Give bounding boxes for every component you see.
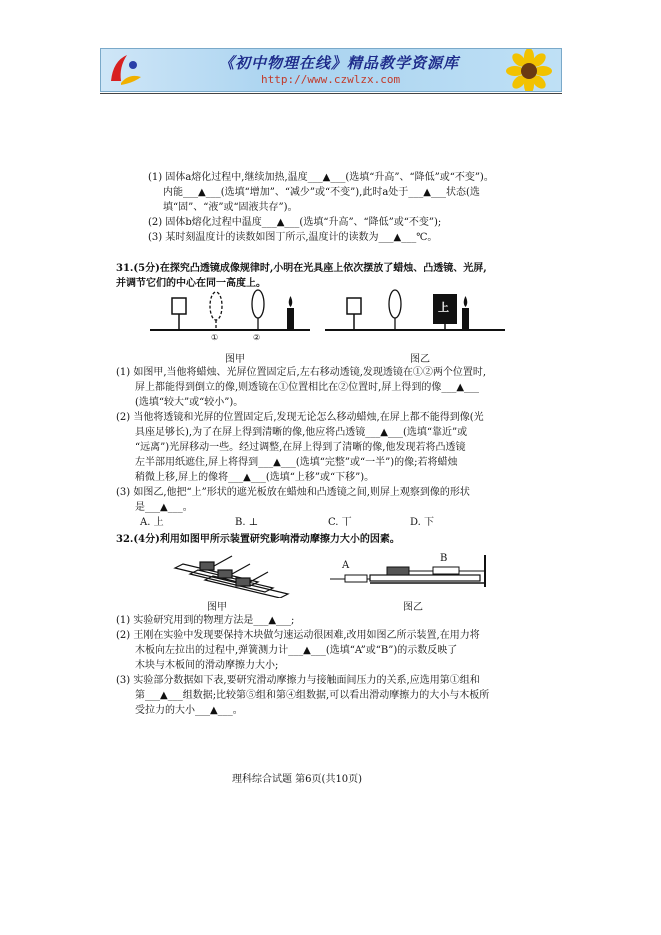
q31-part2-line1: (2) 当他将透镜和光屏的位置固定后,发现无论怎么移动蜡烛,在屏上都不能得到像(光 bbox=[116, 412, 484, 423]
q31-part1-line1: (1) 如图甲,当他将蜡烛、光屏位置固定后,左右移动透镜,发现透镜在①②两个位置时, bbox=[116, 367, 487, 378]
q30-line-2: 内能___▲___(选填“增加”、“减少”或“不变”),此时a处于___▲___状态(选 bbox=[163, 187, 480, 198]
site-logo-icon bbox=[105, 51, 145, 89]
q31-figure-yi-caption: 图乙 bbox=[410, 354, 430, 365]
q32-part3-line3: 受拉力的大小___▲___。 bbox=[135, 705, 243, 716]
q32-part2-line1: (2) 王刚在实验中发现要保持木块做匀速运动很困难,改用如图乙所示装置,在用力将 bbox=[116, 630, 480, 641]
option-a: A. 上 bbox=[140, 517, 164, 528]
sunflower-icon bbox=[497, 49, 557, 91]
q31-figure-jia bbox=[150, 286, 310, 346]
q30-line-3: 填“固”、“液”或“固液共存”)。 bbox=[163, 202, 298, 213]
q32-part2-line3: 木块与木板间的滑动摩擦力大小; bbox=[135, 660, 279, 671]
q31-part3-line1: (3) 如图乙,他把“上”形状的遮光板放在蜡烛和凸透镜之间,则屏上观察到像的形状 bbox=[116, 487, 470, 498]
q30-line-1: (1) 固体a熔化过程中,继续加热,温度___▲___(选填“升高”、“降低”或“不变”)。 bbox=[148, 172, 494, 183]
option-b: B. ⊥ bbox=[235, 517, 259, 528]
q31-stem-1: 31.(5分)在探究凸透镜成像规律时,小明在光具座上依次摆放了蜡烛、凸透镜、光屏, bbox=[116, 263, 487, 274]
q32-part1: (1) 实验研究用到的物理方法是___▲___; bbox=[116, 615, 295, 626]
shade-board-character: 上 bbox=[438, 301, 449, 314]
q32-figure-jia-caption: 图甲 bbox=[207, 602, 227, 613]
q30-line-5: (3) 某时刻温度计的读数如图丁所示,温度计的读数为___▲___℃。 bbox=[148, 232, 438, 243]
q30-line-4: (2) 固体b熔化过程中温度___▲___(选填“升高”、“降低”或“不变”); bbox=[148, 217, 442, 228]
q31-part1-line2: 屏上都能得到倒立的像,则透镜在①位置相比在②位置时,屏上得到的像___▲___ bbox=[135, 382, 480, 393]
header-banner bbox=[100, 48, 562, 92]
spring-scale-a-label: A bbox=[342, 560, 350, 571]
q32-stem: 32.(4分)利用如图甲所示装置研究影响滑动摩擦力大小的因素。 bbox=[116, 534, 400, 545]
q32-part2-line2: 木板向左拉出的过程中,弹簧测力计___▲___(选填“A”或“B”)的示数反映了 bbox=[135, 645, 458, 656]
page-footer: 理科综合试题 第6页(共10页) bbox=[232, 774, 363, 785]
q32-figure-jia bbox=[170, 548, 295, 598]
position-2-label: ② bbox=[253, 333, 261, 342]
banner-url: http://www.czwlzx.com bbox=[261, 73, 401, 86]
q32-part3-line2: 第___▲___组数据;比较第⑤组和第④组数据,可以看出滑动摩擦力的大小与木板所 bbox=[135, 690, 490, 701]
option-c: C. 丅 bbox=[328, 517, 352, 528]
header-rule bbox=[100, 93, 562, 94]
q31-part2-line5: 稍微上移,屏上的像将___▲___(选填“上移”或“下移”)。 bbox=[135, 472, 375, 483]
q31-part2-line4: 左半部用纸遮住,屏上将得到___▲___(选填“完整”或“一半”)的像;若将蜡烛 bbox=[135, 457, 458, 468]
banner-title: 《初中物理在线》精品教学资源库 bbox=[219, 54, 460, 72]
q32-figure-yi-caption: 图乙 bbox=[403, 602, 423, 613]
q31-figure-yi bbox=[325, 286, 505, 346]
q31-figure-jia-caption: 图甲 bbox=[225, 354, 245, 365]
option-d: D. 下 bbox=[410, 517, 435, 528]
q31-stem-2: 并调节它们的中心在同一高度上。 bbox=[116, 278, 266, 289]
spring-scale-b-label: B bbox=[440, 553, 448, 564]
q32-figure-yi bbox=[325, 553, 495, 593]
q31-part3-line2: 是___▲___。 bbox=[135, 502, 193, 513]
q32-part3-line1: (3) 实验部分数据如下表,要研究滑动摩擦力与接触面间压力的关系,应选用第①组和 bbox=[116, 675, 480, 686]
q31-part2-line3: “远离”)光屏移动一些。经过调整,在屏上得到了清晰的像,他发现若将凸透镜 bbox=[135, 442, 466, 453]
position-1-label: ① bbox=[211, 333, 219, 342]
q31-part2-line2: 具座足够长),为了在屏上得到清晰的像,他应将凸透镜___▲___(选填“靠近”或 bbox=[135, 427, 468, 438]
q31-part1-line3: (选填“较大”或“较小”)。 bbox=[135, 397, 244, 408]
